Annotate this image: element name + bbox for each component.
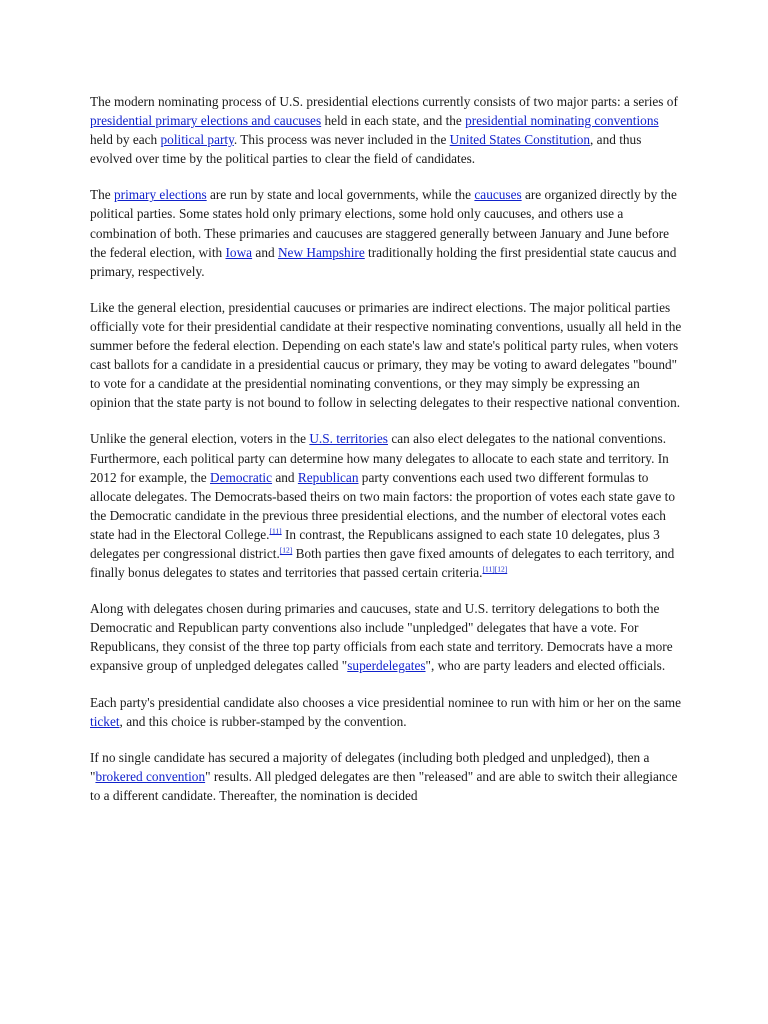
- text-run: ", who are party leaders and elected officials.: [425, 658, 666, 674]
- paragraph-primaries-and-caucuses: [90, 185, 682, 280]
- text-run: are run by state and local governments, while the: [206, 187, 475, 203]
- text-run: traditionally holding the first presidential state caucus and primary, respectively.: [90, 244, 677, 279]
- link-primary-elections[interactable]: primary elections: [114, 187, 207, 203]
- article-body: [90, 92, 682, 822]
- link-united-states-constitution[interactable]: United States Constitution: [449, 132, 591, 148]
- text-run: , and thus evolved over time by the political parties to clear the field of candidates.: [90, 132, 642, 167]
- text-run: Both parties then gave fixed amounts of delegates to each territory, and finally bonus delegates to states and territories that passed certain criteria.: [90, 545, 675, 581]
- text-run: can also elect delegates to the national conventions. Furthermore, each political party can determine how many delegates to allocate to each state and territory. In 2012 for example, the: [90, 431, 669, 485]
- link-us-territories[interactable]: U.S. territories: [309, 431, 388, 447]
- text-run: In contrast, the Republicans assigned to each state 10 delegates, plus 3 delegates per congressional district.: [90, 526, 660, 561]
- paragraph-brokered-convention: [90, 748, 682, 805]
- citation-12[interactable]: [12]: [494, 564, 508, 574]
- paragraph-delegate-allocation: [90, 429, 682, 582]
- text-run: and: [272, 469, 298, 485]
- text-run: . This process was never included in the: [233, 132, 450, 148]
- text-run: The modern nominating process of U.S. presidential elections currently consists of two major parts: a series of: [90, 94, 678, 109]
- text-run: held in each state, and the: [321, 113, 466, 129]
- link-superdelegates[interactable]: superdelegates: [347, 658, 426, 674]
- link-political-party[interactable]: political party: [160, 132, 234, 148]
- text-run: , and this choice is rubber-stamped by the convention.: [119, 713, 407, 729]
- paragraph-vice-presidential-nominee: [90, 693, 682, 731]
- citation-11[interactable]: [11]: [269, 526, 282, 536]
- link-brokered-convention[interactable]: brokered convention: [95, 768, 206, 784]
- text-run: and: [252, 244, 278, 260]
- link-ticket[interactable]: ticket: [90, 713, 120, 729]
- citation-11[interactable]: [11]: [482, 564, 495, 574]
- link-presidential-primary-elections-and-caucuses[interactable]: presidential primary elections and caucuses: [90, 113, 322, 129]
- link-presidential-nominating-conventions[interactable]: presidential nominating conventions: [465, 113, 659, 129]
- text-run: are organized directly by the political parties. Some states hold only primary elections, some hold only caucuses, and others use a combination of both. These primaries and caucuses are staggered generally between January and June before the federal election, with: [90, 187, 677, 260]
- text-run: party conventions each used two different formulas to allocate delegates. The Democrats-based theirs on two main factors: the proportion of votes each state gave to the Democratic candidate in the previous three presidential elections, and the number of electoral votes each state had in the Electoral College.: [90, 469, 675, 542]
- paragraph-unpledged-delegates: [90, 599, 682, 675]
- text-run: " results. All pledged delegates are then "released" and are able to switch their allegiance to a different candidate. Thereafter, the nomination is decided: [90, 768, 678, 803]
- text-run: Along with delegates chosen during primaries and caucuses, state and U.S. territory delegations to both the Democratic and Republican party conventions also include "unpledged" delegates that have a vote. For Republicans, they consist of the three top party officials from each state and territory. Democrats have a more expansive group of unpledged delegates called ": [90, 601, 673, 674]
- link-caucuses[interactable]: caucuses: [474, 187, 522, 203]
- link-new-hampshire[interactable]: New Hampshire: [277, 244, 365, 260]
- citation-12[interactable]: [12]: [279, 545, 293, 555]
- link-republican[interactable]: Republican: [297, 469, 359, 485]
- text-run: Unlike the general election, voters in the: [90, 431, 310, 447]
- link-democratic[interactable]: Democratic: [210, 469, 273, 485]
- text-run: The: [90, 187, 114, 203]
- text-run: If no single candidate has secured a majority of delegates (including both pledged and unpledged), then a ": [90, 749, 650, 784]
- paragraph-indirect-elections: [90, 298, 682, 413]
- text-run: Each party's presidential candidate also chooses a vice presidential nominee to run with him or her on the same: [90, 694, 681, 710]
- link-iowa[interactable]: Iowa: [225, 244, 253, 260]
- paragraph-nominating-process: [90, 92, 682, 168]
- text-run: Like the general election, presidential caucuses or primaries are indirect elections. The major political parties officially vote for their presidential candidate at their respective nominating conventions, usually all held in the summer before the federal election. Depending on each state's law and state's political party rules, when voters cast ballots for a candidate in a presidential caucus or primary, they may be voting to award delegates "bound" to vote for a candidate at the presidential nominating conventions, or they may simply be expressing an opinion that the state party is not bound to follow in selecting delegates to their respective national convention.: [90, 299, 682, 411]
- text-run: held by each: [90, 132, 161, 148]
